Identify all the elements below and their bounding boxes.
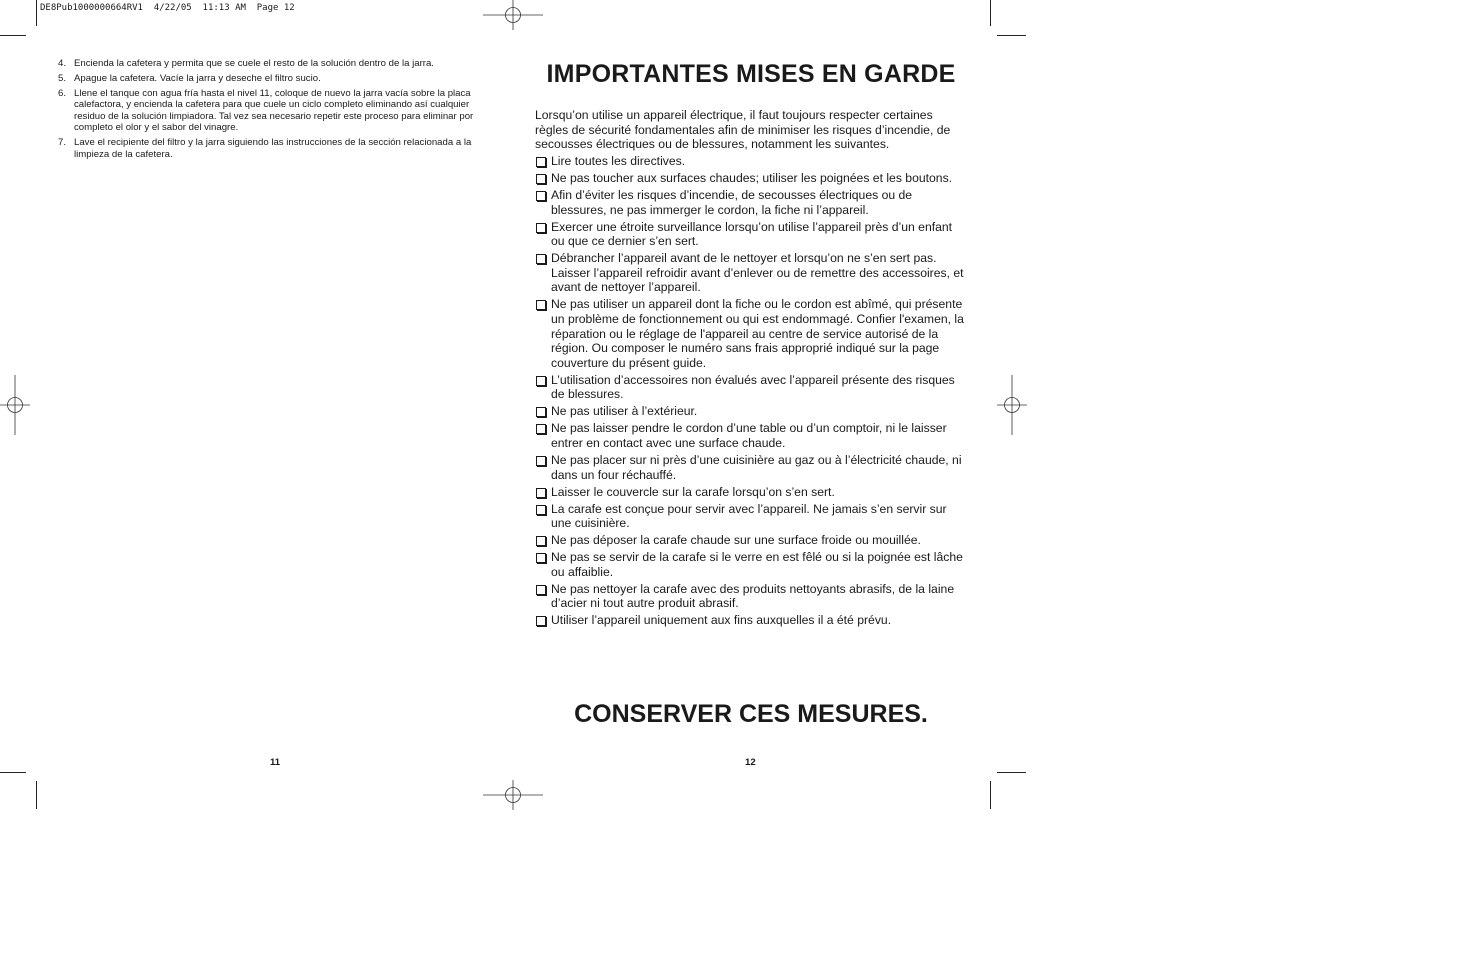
left-page-instructions [58,58,490,164]
crop-mark-bl-v [36,781,37,809]
list-item [535,154,967,169]
list-item-text: Ne pas utiliser à l’extérieur. [551,404,698,419]
checkbox-bullet-icon [536,488,546,498]
list-item [535,550,967,579]
right-page-safeguards [535,58,967,628]
list-item [535,613,967,628]
checkbox-bullet-icon [536,505,546,515]
list-item [535,188,967,217]
page-number-right: 12 [745,757,756,768]
list-item-text: Ne pas déposer la carafe chaude sur une surface froide ou mouillée. [551,533,921,548]
closing-heading: CONSERVER CES MESURES. [574,700,928,728]
checkbox-bullet-icon [536,585,546,595]
registration-mark-right [997,375,1027,435]
step-number: 4. [58,58,67,69]
list-item [535,297,967,370]
list-item-text: Ne pas se servir de la carafe si le verre en est fêlé ou si la poignée est lâche ou affaiblie. [551,550,963,579]
step-text: Encienda la cafetera y permita que se cuele el resto de la solución dentro de la jarra. [74,58,434,69]
checkbox-bullet-icon [536,254,546,264]
list-item-text: Débrancher l’appareil avant de le nettoyer et lorsqu’on ne s’en sert pas. Laisser l’appareil refroidir avant d’enlever ou de remettre des accessoires, et avant de nettoyer l’appareil. [551,251,964,295]
page-title: IMPORTANTES MISES EN GARDE [546,60,956,88]
checkbox-bullet-icon [536,300,546,310]
registration-mark-top [483,0,543,30]
checkbox-bullet-icon [536,536,546,546]
print-slug: DE8Pub1000000664RV1 4/22/05 11:13 AM Page 12 [40,3,295,13]
crop-mark-tl-h [0,35,26,36]
list-item [535,171,967,186]
list-item-text: Ne pas nettoyer la carafe avec des produits nettoyants abrasifs, de la laine d’acier ni tout autre produit abrasif. [551,581,955,611]
step-item [58,88,490,134]
checkbox-bullet-icon [536,616,546,626]
step-number: 5. [58,72,67,84]
crop-mark-br-v [990,781,991,809]
list-item-text: Exercer une étroite surveillance lorsqu’on utilise l’appareil près d’un enfant ou que ce dernier s’en sert. [551,219,953,249]
list-item-text: Ne pas placer sur ni près d’une cuisinière au gaz ou à l’électricité chaude, ni dans un four réchauffé. [551,452,962,482]
step-text: Llene el tanque con agua fría hasta el nivel 11, coloque de nuevo la jarra vacía sobre la placa calefactora, y encienda la cafetera para que cuele un ciclo completo eliminando así cualquier residuo de la solución limpiadora. Tal vez sea necesario repetir este proceso para eliminar por completo el olor y el sabor del vinagre. [74,87,474,134]
crop-mark-tr-v [990,0,991,26]
list-item-text: L’utilisation d’accessoires non évalués avec l’appareil présente des risques de blessures. [551,372,955,402]
list-item-text: Ne pas toucher aux surfaces chaudes; utiliser les poignées et les boutons. [551,171,953,186]
step-text: Apague la cafetera. Vacíe la jarra y deseche el filtro sucio. [74,72,321,84]
list-item [535,404,967,419]
registration-mark-bottom [483,780,543,810]
step-number: 7. [58,137,67,149]
crop-mark-br-h [997,772,1026,773]
step-item [58,137,490,160]
registration-mark-left [0,375,30,435]
checkbox-bullet-icon [536,376,546,386]
list-item [535,582,967,611]
list-item-text: Ne pas laisser pendre le cordon d’une table ou d’un comptoir, ni le laisser entrer en contact avec une surface chaude. [551,421,947,450]
list-item-text: Afin d’éviter les risques d’incendie, de secousses électriques ou de blessures, ne pas immerger le cordon, la fiche ni l’appareil. [551,188,913,217]
checkbox-bullet-icon [536,157,546,167]
safeguards-list [535,154,967,628]
list-item-text: Laisser le couvercle sur la carafe lorsqu’on s’en sert. [551,484,835,499]
list-item [535,251,967,295]
list-item-text: La carafe est conçue pour servir avec l’appareil. Ne jamais s’en servir sur une cuisinière. [551,501,947,531]
crop-mark-bl-h [0,772,26,773]
step-item [58,73,490,85]
cleaning-steps-list [58,58,490,160]
step-text: Lave el recipiente del filtro y la jarra siguiendo las instrucciones de la sección relacionada a la limpieza de la cafetera. [74,137,472,160]
step-item [58,58,490,70]
list-item [535,502,967,531]
checkbox-bullet-icon [536,174,546,184]
checkbox-bullet-icon [536,191,546,201]
page-number-left: 11 [270,757,281,768]
step-number: 6. [58,87,67,99]
list-item [535,533,967,548]
checkbox-bullet-icon [536,223,546,233]
checkbox-bullet-icon [536,553,546,563]
list-item-text: Lire toutes les directives. [551,154,686,169]
crop-mark-tl-v [36,0,37,26]
crop-mark-tr-h [997,35,1026,36]
checkbox-bullet-icon [536,456,546,466]
list-item [535,485,967,500]
list-item-text: Ne pas utiliser un appareil dont la fiche ou le cordon est abîmé, qui présente un problème de fonctionnement ou qui est endommagé. Confier l'examen, la réparation ou le réglage de l'appareil au centre de service autorisé de la région. Ou composer le numéro sans frais approprié indiqué sur la page couverture du présent guide. [551,297,964,370]
list-item [535,421,967,450]
list-item [535,220,967,249]
list-item-text: Utiliser l’appareil uniquement aux fins auxquelles il a été prévu. [551,613,892,628]
list-item [535,373,967,402]
intro-paragraph: Lorsqu’on utilise un appareil électrique, il faut toujours respecter certaines règles de sécurité fondamentales afin de minimiser les risques d’incendie, de secousses électriques ou de blessures, notamment les suivantes. [535,108,951,152]
list-item [535,453,967,482]
checkbox-bullet-icon [536,424,546,434]
checkbox-bullet-icon [536,407,546,417]
